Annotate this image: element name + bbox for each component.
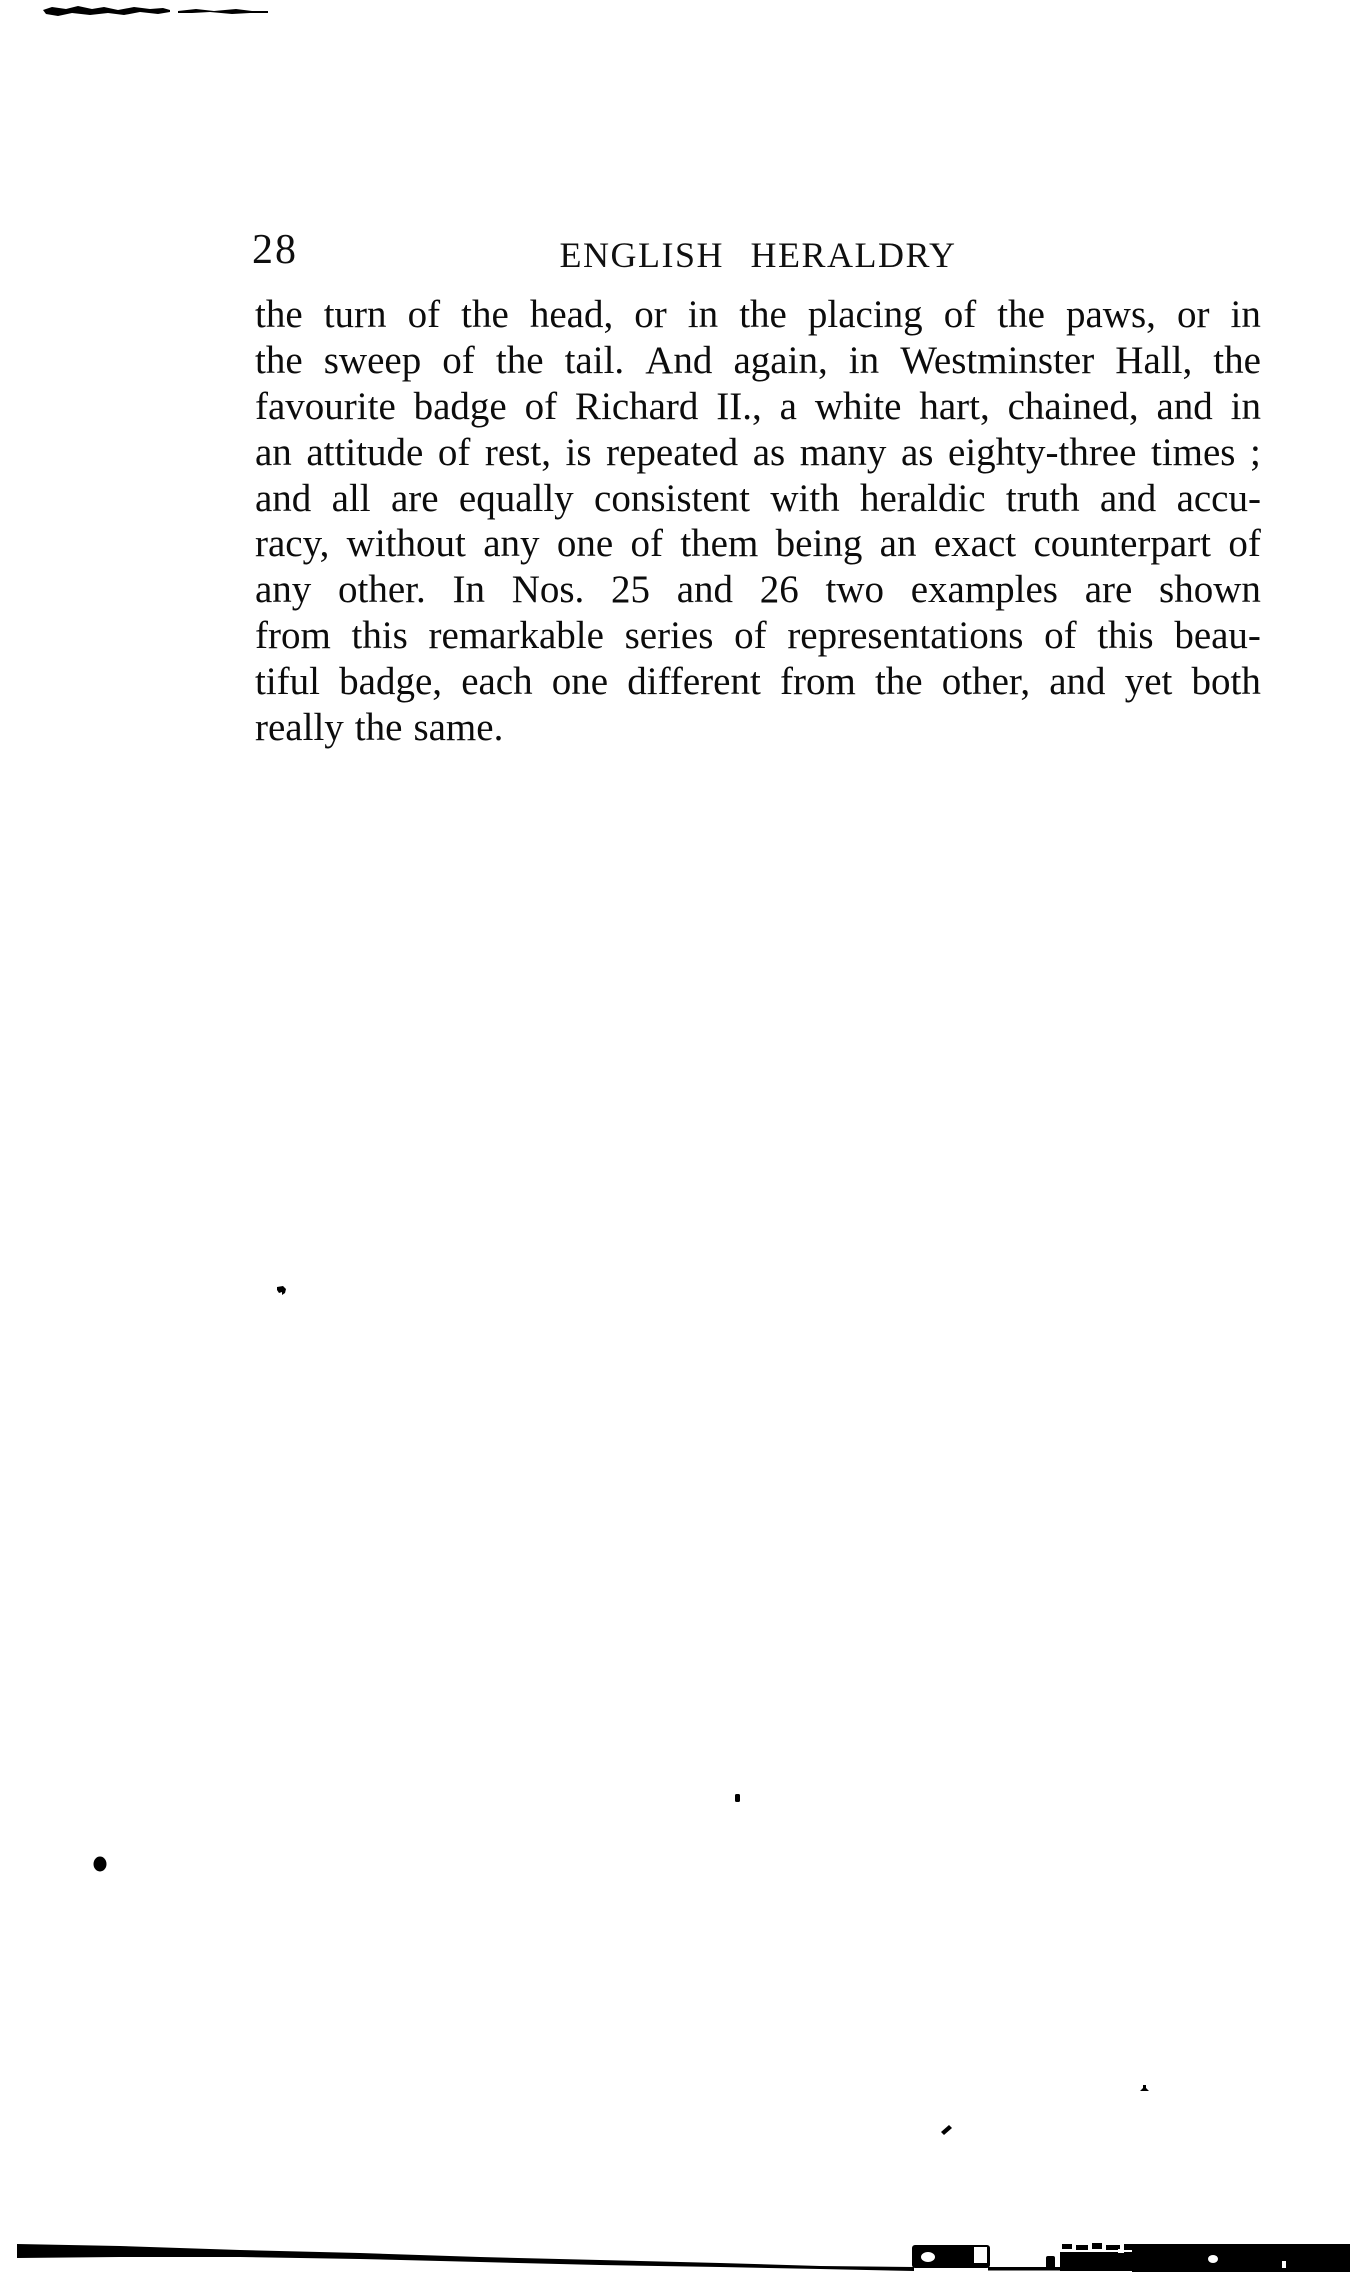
word: of <box>943 293 977 336</box>
word: both <box>1191 660 1261 704</box>
scan-speck-1 <box>277 1286 286 1295</box>
word: the <box>997 293 1045 336</box>
scan-blob-notch <box>974 2247 987 2263</box>
word: Nos. <box>511 568 585 612</box>
text-line <box>255 521 1261 567</box>
word: of <box>442 338 475 382</box>
word: in <box>1230 384 1261 428</box>
word: without <box>346 522 466 566</box>
word: racy, <box>255 522 330 566</box>
word: the <box>255 293 303 336</box>
scan-speck-3 <box>94 1857 107 1872</box>
word: a <box>779 384 797 428</box>
word: turn <box>323 293 387 336</box>
word: yet <box>1124 660 1173 704</box>
page-number: 28 <box>252 227 298 273</box>
word: times <box>1150 430 1236 474</box>
word: remarkable <box>428 614 604 658</box>
text-line <box>255 292 1261 338</box>
word: and <box>1099 476 1157 520</box>
word: II., <box>716 384 762 428</box>
running-header: ENGLISH HERALDRY <box>559 235 957 275</box>
word: accu- <box>1176 476 1261 520</box>
body-text <box>255 292 1261 751</box>
word: And <box>645 338 713 382</box>
word: them <box>680 522 759 566</box>
word: Richard <box>574 384 699 428</box>
text-line <box>255 384 1261 430</box>
scan-block-tooth-1 <box>1062 2244 1072 2249</box>
word: the <box>874 660 923 704</box>
word: 26 <box>759 568 799 612</box>
word: heraldic <box>860 476 986 520</box>
word: are <box>1084 568 1133 612</box>
text-line <box>255 705 1261 751</box>
word: an <box>879 522 917 566</box>
word: chained, <box>1007 384 1139 428</box>
word: In <box>452 568 485 612</box>
word: the <box>495 338 544 382</box>
scan-block-hole-2 <box>1282 2261 1286 2268</box>
scan-smudge-top-left <box>43 6 170 16</box>
word: exact <box>933 522 1017 566</box>
word: of <box>630 522 663 566</box>
word: any <box>483 522 540 566</box>
text-line <box>255 430 1261 476</box>
text-line <box>255 659 1261 705</box>
word: badge, <box>339 660 443 704</box>
word: of <box>1044 614 1077 658</box>
word: white <box>814 384 902 428</box>
scan-speck-4 <box>1140 2085 1149 2091</box>
scan-block-tooth-5 <box>1124 2244 1132 2250</box>
word: and <box>255 476 312 520</box>
word: head, <box>529 293 614 336</box>
word: as <box>752 430 786 474</box>
word: Hall, <box>1115 338 1193 382</box>
word: examples <box>910 568 1058 612</box>
word: one <box>556 522 614 566</box>
text-line <box>255 476 1261 522</box>
word: each <box>461 660 533 704</box>
word: 25 <box>611 568 651 612</box>
scan-block-hole-3 <box>1118 2249 1124 2253</box>
word: any <box>255 568 312 612</box>
word: with <box>770 476 840 520</box>
word: paws, <box>1065 293 1156 336</box>
word: being <box>775 522 863 566</box>
word: beau- <box>1174 614 1261 658</box>
word: same. <box>413 706 504 750</box>
word: this <box>351 614 408 658</box>
scan-block-tooth-2 <box>1076 2245 1088 2250</box>
text-line <box>255 567 1261 613</box>
word: and <box>1049 660 1106 704</box>
word: truth <box>1005 476 1080 520</box>
word: or <box>634 293 667 336</box>
scan-speck-2 <box>735 1794 740 1802</box>
word: and <box>676 568 734 612</box>
scan-band-bottom-left <box>17 2244 914 2271</box>
word: all <box>331 476 371 520</box>
word: attitude <box>306 430 424 474</box>
word: shown <box>1159 568 1261 612</box>
scan-blob-hole <box>921 2252 935 2262</box>
word: the <box>255 338 303 382</box>
scan-blob-bottom <box>912 2245 990 2268</box>
scan-line-bottom <box>988 2267 1064 2271</box>
text-line <box>255 338 1261 384</box>
word: an <box>255 430 292 474</box>
word: from <box>779 660 856 704</box>
word: again, <box>733 338 828 382</box>
word: tiful <box>255 660 320 704</box>
word: really <box>255 706 344 750</box>
scan-block-tooth-4 <box>1106 2245 1120 2250</box>
word: favourite <box>255 384 396 428</box>
word: of <box>437 430 471 474</box>
word: of <box>734 614 767 658</box>
word: two <box>825 568 884 612</box>
scan-block-main <box>1132 2244 1350 2272</box>
word: rest, <box>484 430 551 474</box>
word: other. <box>338 568 426 612</box>
scan-block-mid <box>1060 2252 1136 2271</box>
word: the <box>461 293 509 336</box>
word: hart, <box>919 384 990 428</box>
word: of <box>1228 522 1261 566</box>
word: eighty-three <box>948 430 1137 474</box>
word: counterpart <box>1033 522 1212 566</box>
word: many <box>799 430 887 474</box>
word: badge <box>413 384 507 428</box>
word: and <box>1156 384 1213 428</box>
word: series <box>624 614 714 658</box>
scan-block-hole-1 <box>1208 2255 1218 2263</box>
word: equally <box>458 476 574 520</box>
word: from <box>255 614 331 658</box>
word: are <box>390 476 439 520</box>
word: Westminster <box>900 338 1095 382</box>
text-line <box>255 613 1261 659</box>
word: in <box>687 293 719 336</box>
word: different <box>627 660 761 704</box>
word: ; <box>1250 430 1261 474</box>
scan-small-blob <box>1046 2256 1055 2270</box>
word: sweep <box>323 338 422 382</box>
word: the <box>1213 338 1261 382</box>
scan-speck-5 <box>941 2125 952 2135</box>
word: repeated <box>606 430 739 474</box>
word: consistent <box>594 476 750 520</box>
word: representations <box>787 614 1024 658</box>
word: tail. <box>564 338 625 382</box>
scan-block-tooth-3 <box>1092 2243 1102 2249</box>
word: as <box>900 430 934 474</box>
word: other, <box>941 660 1031 704</box>
word: in <box>848 338 880 382</box>
word: in <box>1230 293 1261 336</box>
word: the <box>739 293 787 336</box>
word: is <box>565 430 592 474</box>
word: one <box>551 660 609 704</box>
word: or <box>1176 293 1210 336</box>
word: of <box>407 293 441 336</box>
word: of <box>524 384 558 428</box>
word: the <box>354 706 403 750</box>
word: this <box>1097 614 1154 658</box>
word: placing <box>807 293 923 336</box>
scan-smudge-top-right <box>178 9 268 14</box>
